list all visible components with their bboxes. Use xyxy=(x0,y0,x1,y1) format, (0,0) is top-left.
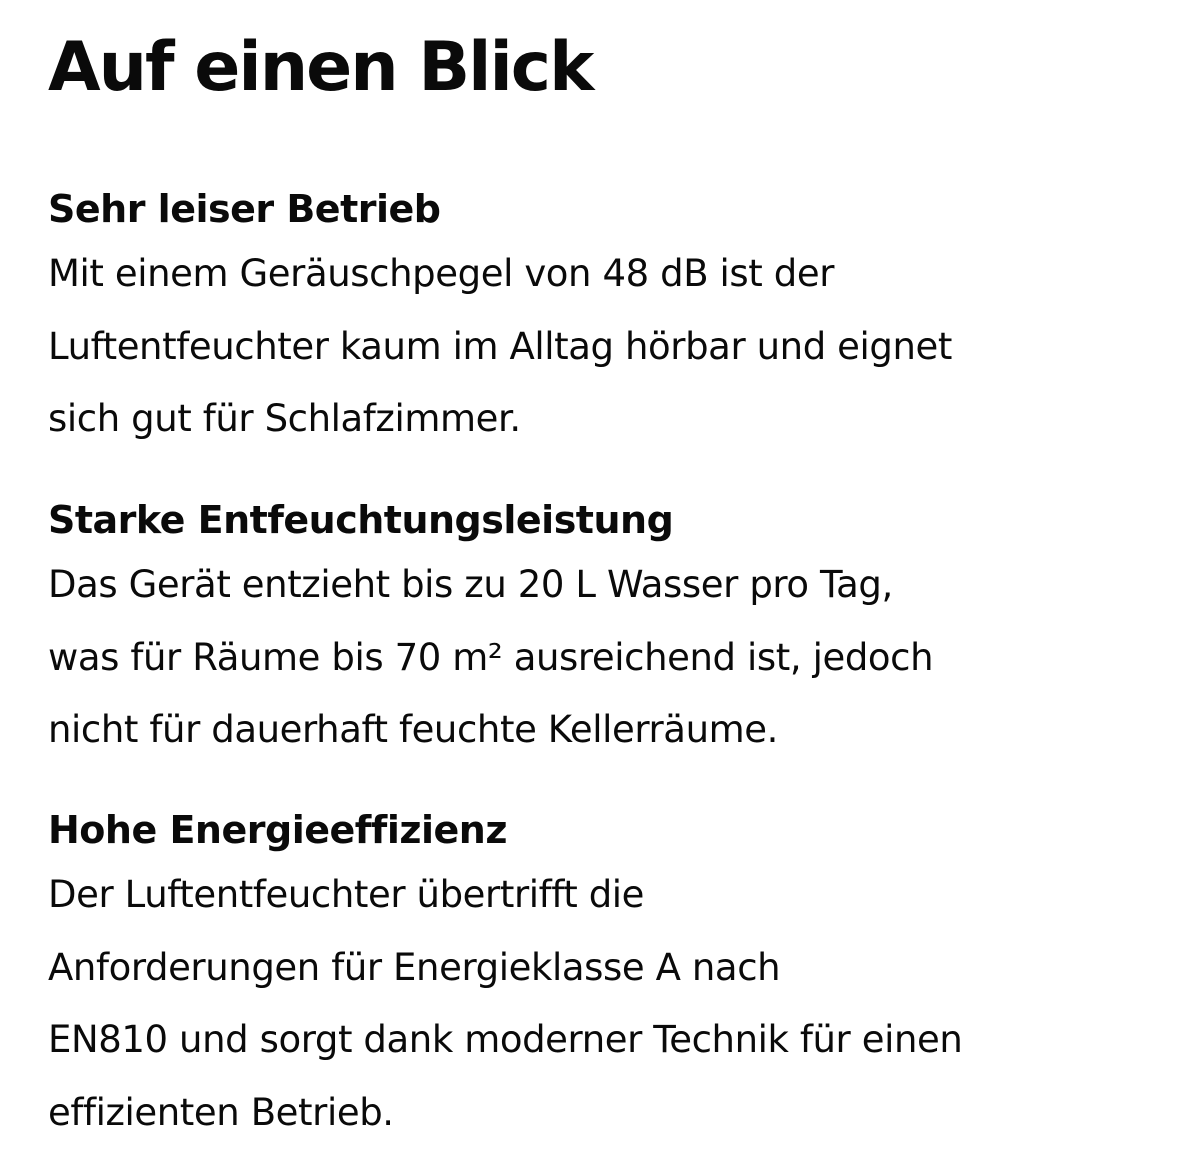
section-heading: Starke Entfeuchtungsleistung xyxy=(48,498,674,542)
section-body xyxy=(48,238,1143,456)
page-title: Auf einen Blick xyxy=(48,28,593,107)
section-body xyxy=(48,549,1143,767)
body-line: sich gut für Schlafzimmer. xyxy=(48,397,521,440)
body-line: nicht für dauerhaft feuchte Kellerräume. xyxy=(48,708,778,751)
feature-section-quiet-operation xyxy=(48,180,1143,456)
body-line: Der Luftentfeuchter übertrifft die xyxy=(48,873,645,916)
section-heading: Hohe Energieeffizienz xyxy=(48,808,507,852)
body-line: effizienten Betrieb. xyxy=(48,1090,394,1134)
section-heading: Sehr leiser Betrieb xyxy=(48,187,441,231)
body-line: Das Gerät entzieht bis zu 20 L Wasser pro Tag, xyxy=(48,563,893,606)
feature-section-energy-efficiency xyxy=(48,801,1143,1149)
body-line: Mit einem Geräuschpegel von 48 dB ist der xyxy=(48,252,835,295)
section-body xyxy=(48,859,1143,1149)
body-line: EN810 und sorgt dank moderner Technik für einen xyxy=(48,1018,963,1061)
body-line: Anforderungen für Energieklasse A nach xyxy=(48,945,781,989)
body-line: Luftentfeuchter kaum im Alltag hörbar und eignet xyxy=(48,324,953,368)
body-line: was für Räume bis 70 m² ausreichend ist, jedoch xyxy=(48,635,934,679)
feature-section-dehumidification xyxy=(48,491,1143,767)
